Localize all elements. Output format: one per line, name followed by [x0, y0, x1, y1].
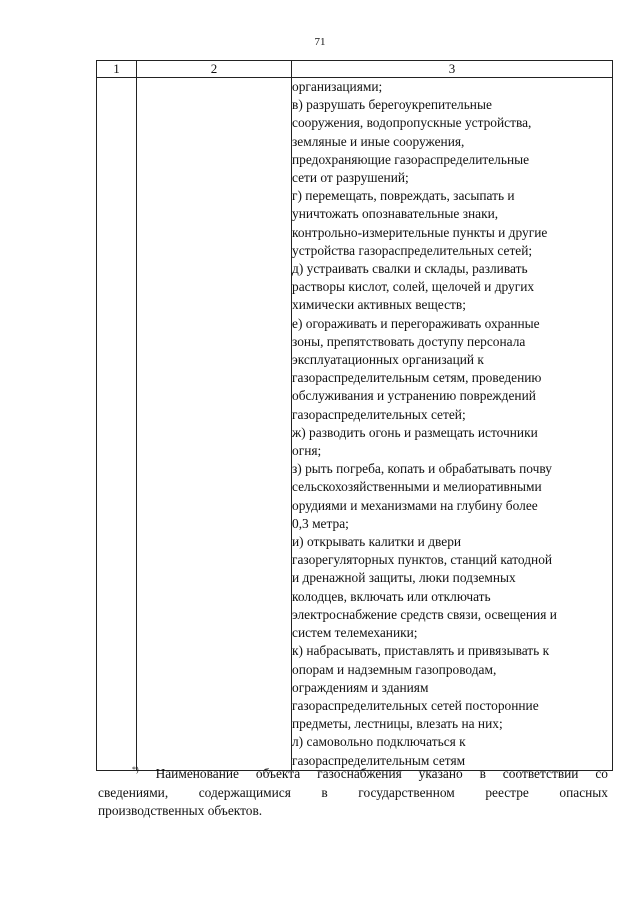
- text-line: газораспределительным сетям: [292, 752, 466, 768]
- text-line: систем телемеханики;: [292, 625, 418, 641]
- page-number: 71: [314, 36, 326, 48]
- text-line: огня;: [292, 443, 322, 459]
- footnote-line-2: сведениями, содержащимися в государственном реестре опасных: [98, 784, 608, 800]
- column-header-3: 3: [292, 61, 613, 78]
- footnote: [98, 761, 608, 821]
- text-line: колодцев, включать или отключать: [292, 588, 491, 604]
- cell-column-1: [97, 78, 137, 771]
- text-line: контрольно-измерительные пункты и другие: [292, 224, 548, 240]
- text-line: эксплуатационных организаций к: [292, 352, 484, 368]
- text-line: газорегуляторных пунктов, станций катодной: [292, 552, 553, 568]
- column-header-1: 1: [97, 61, 137, 78]
- text-line: сооружения, водопропускные устройства,: [292, 115, 532, 131]
- text-line: з) рыть погреба, копать и обрабатывать почву: [292, 461, 552, 477]
- footnote-line-3: производственных объектов.: [98, 803, 263, 818]
- text-line: организациями;: [292, 79, 383, 94]
- text-line: в) разрушать берегоукрепительные: [292, 97, 492, 113]
- text-line: земляные и иные сооружения,: [292, 133, 465, 149]
- cell-column-2: [137, 78, 292, 771]
- footnote-line-1: [98, 761, 608, 784]
- text-line: уничтожать опознавательные знаки,: [292, 206, 499, 222]
- text-line: е) огораживать и перегораживать охранные: [292, 315, 540, 331]
- text-line: зоны, препятствовать доступу персонала: [292, 333, 526, 349]
- text-line: обслуживания и устранению повреждений: [292, 388, 536, 404]
- text-line: к) набрасывать, приставлять и привязывать к: [292, 643, 550, 659]
- cell-column-3: [292, 78, 613, 771]
- text-line: газораспределительных сетей посторонние: [292, 697, 539, 713]
- text-line: ж) разводить огонь и размещать источники: [292, 424, 538, 440]
- table-row: [97, 78, 613, 771]
- text-line: предохраняющие газораспределительные: [292, 151, 530, 167]
- column-header-2: 2: [137, 61, 292, 78]
- text-line: и дренажной защиты, люки подземных: [292, 570, 516, 586]
- footnote-marker: *): [132, 765, 139, 774]
- text-line: и) открывать калитки и двери: [292, 534, 462, 550]
- text-line: газораспределительным сетям, проведению: [292, 370, 542, 386]
- text-line: 0,3 метра;: [292, 515, 349, 531]
- text-line: предметы, лестницы, влезать на них;: [292, 716, 503, 732]
- text-line: л) самовольно подключаться к: [292, 734, 466, 750]
- text-line: опорам и надземным газопроводам,: [292, 661, 497, 677]
- text-line: д) устраивать свалки и склады, разливать: [292, 261, 528, 277]
- text-line: устройства газораспределительных сетей;: [292, 242, 533, 258]
- data-table: [96, 60, 613, 771]
- text-line: сельскохозяйственными и мелиоративными: [292, 479, 542, 495]
- text-line: химически активных веществ;: [292, 297, 466, 313]
- text-line: г) перемещать, повреждать, засыпать и: [292, 188, 515, 204]
- text-line: растворы кислот, солей, щелочей и других: [292, 279, 535, 295]
- text-line: электроснабжение средств связи, освещения и: [292, 606, 557, 622]
- text-line: газораспределительных сетей;: [292, 406, 466, 422]
- table-header-row: [97, 61, 613, 78]
- text-line: ограждениям и зданиям: [292, 679, 429, 695]
- text-line: орудиями и механизмами на глубину более: [292, 497, 538, 513]
- text-line: сети от разрушений;: [292, 170, 409, 186]
- footnote-text-1: Наименование объекта газоснабжения указано в соответствии со: [155, 766, 608, 781]
